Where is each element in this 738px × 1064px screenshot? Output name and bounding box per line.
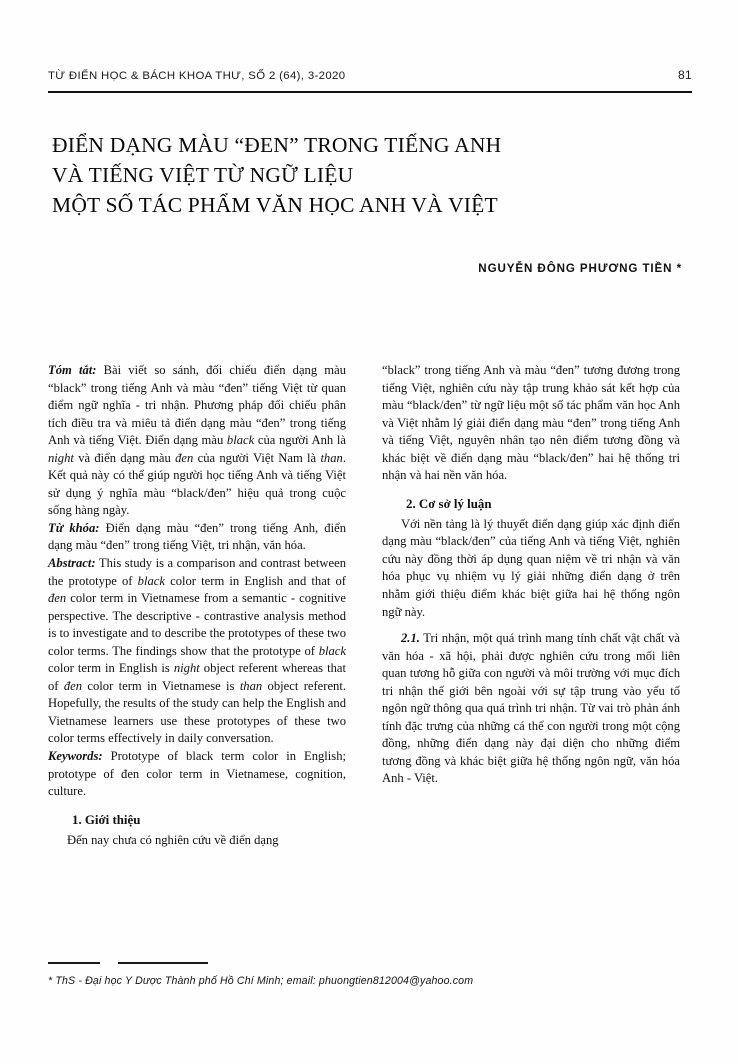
abstract-en-part5: object referent whereas that of [48,661,347,693]
running-header [48,68,692,82]
keywords-vi-body: Điển dạng màu “đen” trong tiếng Anh, điển dạng màu “đen” trong tiếng Việt, tri nhận, văn hóa. [48,520,346,553]
body-columns [48,362,692,952]
abstract-en-part1: This study is a comparison and contrast between the prototype of [48,556,346,588]
abstract-en-part6: color term in Vietnamese is [82,678,240,693]
abstract-vi [48,362,346,520]
abstract-en-italic6: than [239,678,263,693]
abstract-en-italic3: black [318,643,346,658]
section-2-1-paragraph [382,630,680,788]
title-line-3: MỘT SỐ TÁC PHẨM VĂN HỌC ANH VÀ VIỆT [52,193,498,217]
section-1-paragraph: Đến nay chưa có nghiên cứu về điển dạng [67,832,279,847]
abstract-en-italic1: black [137,573,165,588]
abstract-vi-italic1: black [226,433,255,448]
abstract-vi-italic3: đen [175,450,194,465]
keywords-vi-label: Từ khóa: [48,520,100,535]
abstract-en-part3: color term in Vietnamese from a semantic - cognitive perspective. The descriptive - contrastive analysis method is to investigate and to describe the prototypes of these two color terms. The findings show that the prototype of [48,591,346,658]
article-title [52,130,672,220]
column-left [48,362,346,849]
abstract-vi-part2: của người Anh là [254,433,346,448]
header-rule [48,91,692,93]
section-2-1-body: Tri nhận, một quá trình mang tính chất vật chất và văn hóa - xã hội, phải được nghiên cứu trong mối liên quan tương hỗ giữa con người và môi trường với mục đích tri nhận thế giới bên ngoài với sự tập trung vào yếu tố ngôn ngữ thông qua quá trình tri nhận. Từ vai trò phản ánh tính đặc trưng của những cá thể con người trong một cộng đồng, những điển dạng này đại diện cho những điểm tương đồng và khác biệt giữa hệ thống ngôn ngữ, văn hóa Anh - Việt. [382,631,680,786]
abstract-vi-italic2: night [48,450,74,465]
abstract-vi-part3: và điển dạng màu [73,450,176,465]
section-2-paragraph-1: Với nền tảng là lý thuyết điển dạng giúp xác định điển dạng màu “black/đen” của tiếng Anh và tiếng Việt, nghiên cứu này đồng thời áp dụng quan niệm về tri nhận và văn hóa phục vụ nhiệm vụ lý giải những điển dạng ở trên nhằm giới thiệu điểm khác biệt giữa hai hệ thống ngôn ngữ này. [382,516,680,619]
keywords-en-body: Prototype of black term color in English; prototype of đen color term in Vietnamese, cognition, culture. [48,749,346,799]
paragraph-spacer [382,621,680,630]
abstract-en-part2: color term in English and that of [164,573,346,588]
abstract-en-italic5: đen [63,678,83,693]
keywords-en [48,748,346,801]
abstract-vi-part4: của người Việt Nam là [193,450,321,465]
abstract-en-italic4: night [173,661,200,676]
section-1-heading: 1. Giới thiệu [72,812,141,827]
page-number: 81 [677,68,692,82]
abstract-en-label: Abstract: [48,556,96,571]
footnote-rule-left [48,962,100,964]
abstract-en [48,555,346,748]
abstract-vi-italic4: than [320,450,343,465]
author-name: NGUYỄN ĐÔNG PHƯƠNG TIỀN * [478,262,682,275]
abstract-vi-label: Tóm tắt: [48,363,97,377]
journal-title: TỪ ĐIỂN HỌC & BÁCH KHOA THƯ, SỐ 2 (64), 3-2020 [48,70,346,82]
abstract-vi-part1: Bài viết so sánh, đối chiếu điển dạng màu “black” trong tiếng Anh và màu “đen” tiếng Việt từ quan điểm ngữ nghĩa - tri nhận. Phương pháp đối chiếu phân tích điều tra và miêu tả điển dạng màu “đen” trong tiếng Anh và tiếng Việt. Điển dạng màu [48,363,346,448]
footnote-rule-right [118,962,208,964]
section-2-1-label: 2.1. [401,631,420,646]
keywords-en-label: Keywords: [48,749,103,764]
section-2-heading: 2. Cơ sở lý luận [406,496,492,511]
column-right [382,362,680,788]
abstract-en-italic2: đen [48,591,67,606]
title-line-1: ĐIỂN DẠNG MÀU “ĐEN” TRONG TIẾNG ANH [52,133,502,157]
abstract-vi-part5: . Kết quả này có thể giúp người học tiếng Anh và tiếng Việt sử dụng ý nghĩa màu “black/đen” hiệu quả trong cuộc sống hàng ngày. [48,450,346,518]
abstract-en-part4: color term in English is [48,661,174,676]
abstract-en-part7: object referent. Hopefully, the results of the study can help the English and Vietnamese learners use these prototypes of these two color terms effectively in daily conversation. [48,678,346,746]
keywords-vi [48,520,346,555]
footnote-text: * ThS - Đại học Y Dược Thành phố Hồ Chí Minh; email: phuongtien812004@yahoo.com [48,975,474,987]
section-1-paragraph-continued: “black” trong tiếng Anh và màu “đen” tương đương trong tiếng Việt, nghiên cứu này tập trung khảo sát kết hợp của màu “black/đen” từ ngữ liệu một số tác phẩm văn học Anh và Việt nhằm lý giải điển dạng màu “đen” trong tiếng Anh và tiếng Việt, nguyên nhân tạo nên điểm tương đồng và khác biệt về điển dạng màu “black/đen” hai hệ thống tri nhận và hai nền văn hóa. [382,363,680,483]
title-line-2: VÀ TIẾNG VIỆT TỪ NGỮ LIỆU [52,163,354,187]
